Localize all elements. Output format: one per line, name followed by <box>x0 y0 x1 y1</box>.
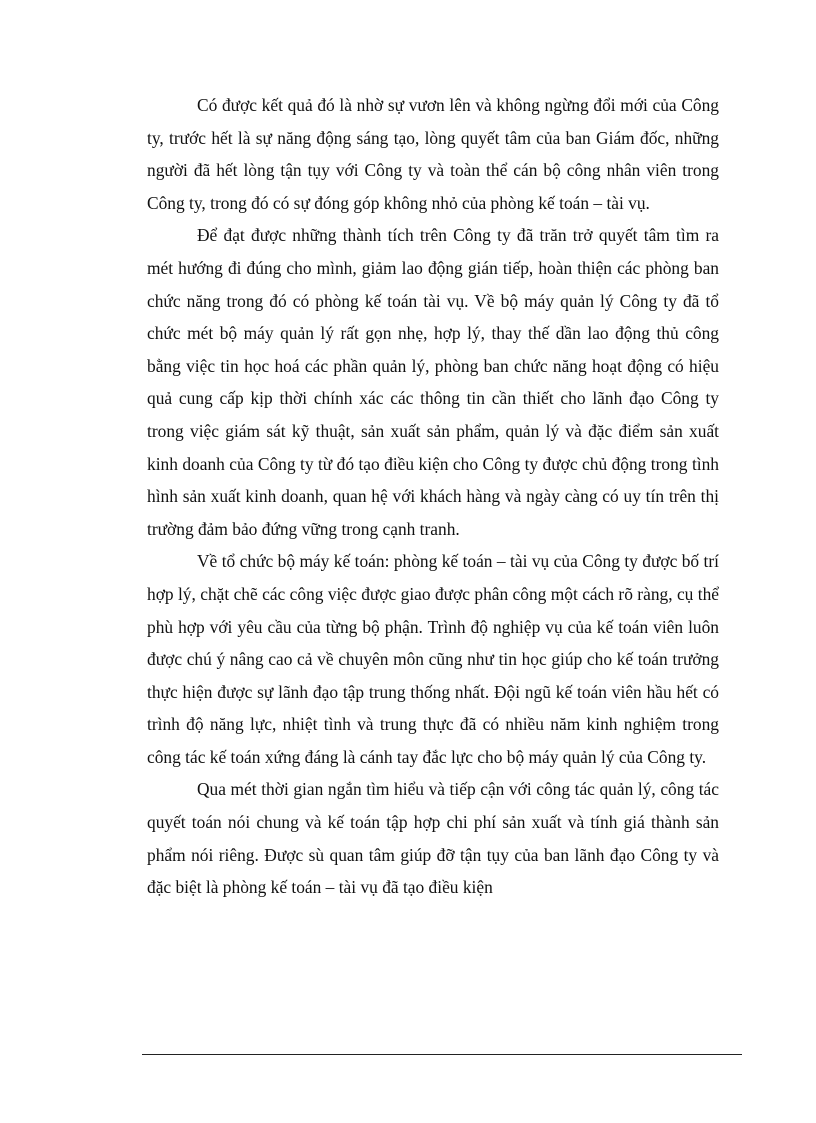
paragraph-4: Qua mét thời gian ngắn tìm hiểu và tiếp cận với công tác quản lý, công tác quyết toán nói chung và kế toán tập hợp chi phí sản xuất và tính giá thành sản phẩm nói riêng. Được sù quan tâm giúp đỡ tận tụy của ban lãnh đạo Công ty và đặc biệt là phòng kế toán – tài vụ đã tạo điều kiện <box>147 779 719 898</box>
paragraph-1: Có được kết quả đó là nhờ sự vươn lên và không ngừng đổi mới của Công ty, trước hết là sự năng động sáng tạo, lòng quyết tâm của ban Giám đốc, những người đã hết lòng tận tụy với Công ty và toàn thể cán bộ công nhân viên trong Công ty, trong đó có sự đóng góp không nhỏ của phòng kế toán – tài vụ. <box>147 95 719 213</box>
paragraph-2: Để đạt được những thành tích trên Công ty đã trăn trở quyết tâm tìm ra mét hướng đi đúng cho mình, giảm lao động gián tiếp, hoàn thiện các phòng ban chức năng trong đó có phòng kế toán tài vụ. Về bộ máy quản lý Công ty đã tổ chức mét bộ máy quản lý rất gọn nhẹ, hợp lý, thay thế dần lao động thủ công bằng việc tin học hoá các phần quản lý, phòng ban chức năng hoạt động có hiệu quả cung cấp kịp thời chính xác các thông tin cần thiết cho lãnh đạo Công ty trong việc giám sát kỹ thuật, sản xuất sản phẩm, quản lý và đặc điểm sản xuất kinh doanh của Công ty từ đó tạo điều kiện cho Công ty được chủ động trong tình hình sản xuất kinh doanh, quan hệ với khách hàng và ngày càng có uy tín trên thị trường đảm bảo đứng vững trong cạnh tranh. <box>147 225 719 539</box>
footer-divider <box>142 1054 742 1055</box>
document-body <box>147 89 719 904</box>
paragraph-3: Về tổ chức bộ máy kế toán: phòng kế toán – tài vụ của Công ty được bố trí hợp lý, chặt chẽ các công việc được giao được phân công một cách rõ ràng, cụ thể phù hợp với yêu cầu của từng bộ phận. Trình độ nghiệp vụ của kế toán viên luôn được chú ý nâng cao cả về chuyên môn cũng như tin học giúp cho kế toán trưởng thực hiện được sự lãnh đạo tập trung thống nhất. Đội ngũ kế toán viên hầu hết có trình độ năng lực, nhiệt tình và trung thực đã có nhiều năm kinh nghiệm trong công tác kế toán xứng đáng là cánh tay đắc lực cho bộ máy quản lý của Công ty. <box>147 551 719 767</box>
